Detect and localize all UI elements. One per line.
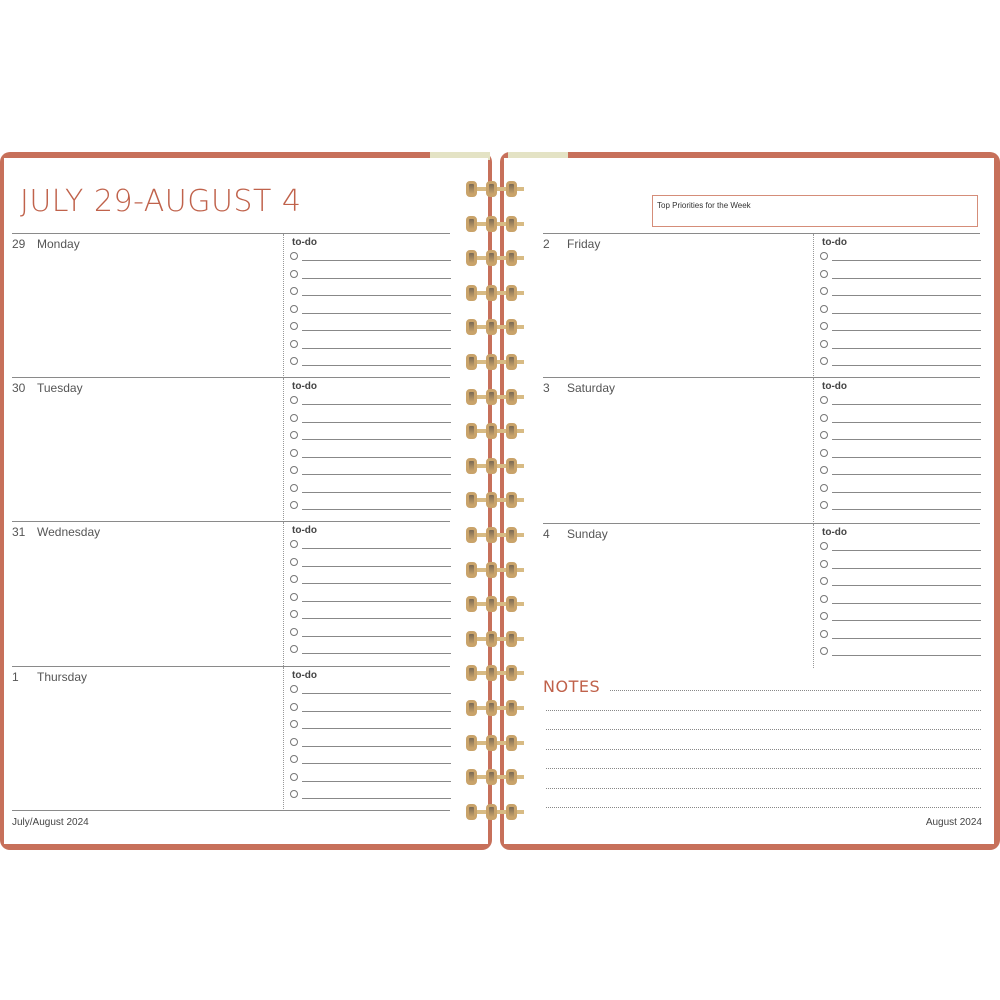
todo-item[interactable] bbox=[820, 285, 981, 297]
day-name: Saturday bbox=[567, 381, 616, 395]
checkbox-circle-icon[interactable] bbox=[820, 647, 828, 655]
spiral-coil bbox=[466, 354, 530, 372]
day-number: 1 bbox=[12, 670, 19, 684]
todo-item[interactable] bbox=[820, 429, 981, 441]
checkbox-circle-icon[interactable] bbox=[820, 466, 828, 474]
day-name: Tuesday bbox=[37, 381, 83, 395]
checkbox-circle-icon[interactable] bbox=[820, 414, 828, 422]
todo-write-line[interactable] bbox=[302, 492, 451, 493]
todo-item[interactable] bbox=[290, 447, 451, 459]
checkbox-circle-icon[interactable] bbox=[290, 593, 298, 601]
checkbox-circle-icon[interactable] bbox=[820, 287, 828, 295]
todo-item[interactable] bbox=[820, 394, 981, 406]
todo-write-line[interactable] bbox=[302, 439, 451, 440]
todo-item[interactable] bbox=[290, 338, 451, 350]
todo-item[interactable] bbox=[290, 482, 451, 494]
checkbox-circle-icon[interactable] bbox=[290, 790, 298, 798]
todo-write-line[interactable] bbox=[302, 278, 451, 279]
checkbox-circle-icon[interactable] bbox=[290, 431, 298, 439]
todo-write-line[interactable] bbox=[302, 618, 451, 619]
todo-label: to-do bbox=[292, 237, 317, 248]
todo-item[interactable] bbox=[290, 429, 451, 441]
todo-write-line[interactable] bbox=[832, 603, 981, 604]
checkbox-circle-icon[interactable] bbox=[290, 628, 298, 636]
checkbox-circle-icon[interactable] bbox=[290, 396, 298, 404]
spiral-coil bbox=[466, 735, 530, 753]
todo-item[interactable] bbox=[820, 412, 981, 424]
checkbox-circle-icon[interactable] bbox=[290, 610, 298, 618]
todo-item[interactable] bbox=[290, 303, 451, 315]
todo-item[interactable] bbox=[290, 320, 451, 332]
day-block bbox=[543, 523, 980, 668]
todo-write-line[interactable] bbox=[832, 585, 981, 586]
todo-item[interactable] bbox=[820, 447, 981, 459]
todo-item[interactable] bbox=[820, 628, 981, 640]
checkbox-circle-icon[interactable] bbox=[820, 630, 828, 638]
day-name: Thursday bbox=[37, 670, 88, 684]
spiral-coil bbox=[466, 389, 530, 407]
todo-write-line[interactable] bbox=[302, 260, 451, 261]
spiral-coil bbox=[466, 423, 530, 441]
week-title: JULY 29-AUGUST 4 bbox=[20, 184, 302, 219]
todo-write-line[interactable] bbox=[302, 457, 451, 458]
checkbox-circle-icon[interactable] bbox=[290, 270, 298, 278]
checkbox-circle-icon[interactable] bbox=[820, 396, 828, 404]
checkbox-circle-icon[interactable] bbox=[290, 357, 298, 365]
todo-item[interactable] bbox=[290, 250, 451, 262]
todo-list bbox=[813, 234, 981, 378]
day-name: Friday bbox=[567, 237, 601, 251]
checkbox-circle-icon[interactable] bbox=[820, 449, 828, 457]
todo-item[interactable] bbox=[290, 788, 451, 800]
todo-write-line[interactable] bbox=[302, 422, 451, 423]
checkbox-circle-icon[interactable] bbox=[290, 305, 298, 313]
todo-write-line[interactable] bbox=[832, 365, 981, 366]
todo-write-line[interactable] bbox=[302, 566, 451, 567]
spiral-coil bbox=[466, 319, 530, 337]
todo-item[interactable] bbox=[290, 355, 451, 367]
todo-write-line[interactable] bbox=[302, 509, 451, 510]
left-page-bottom-rule bbox=[12, 810, 450, 811]
spiral-coil bbox=[466, 250, 530, 268]
top-priorities-label: Top Priorities for the Week bbox=[657, 201, 751, 210]
todo-write-line[interactable] bbox=[832, 439, 981, 440]
day-name: Monday bbox=[37, 237, 80, 251]
todo-item[interactable] bbox=[820, 645, 981, 657]
notes-line[interactable] bbox=[610, 690, 981, 691]
checkbox-circle-icon[interactable] bbox=[290, 252, 298, 260]
checkbox-circle-icon[interactable] bbox=[820, 305, 828, 313]
todo-write-line[interactable] bbox=[302, 798, 451, 799]
todo-item[interactable] bbox=[290, 626, 451, 638]
checkbox-circle-icon[interactable] bbox=[290, 340, 298, 348]
spiral-coil bbox=[466, 631, 530, 649]
notes-line[interactable] bbox=[546, 788, 981, 789]
checkbox-circle-icon[interactable] bbox=[290, 720, 298, 728]
day-number: 3 bbox=[543, 381, 550, 395]
todo-write-line[interactable] bbox=[832, 568, 981, 569]
notes-line[interactable] bbox=[546, 807, 981, 808]
todo-item[interactable] bbox=[820, 575, 981, 587]
day-name: Sunday bbox=[567, 527, 608, 541]
todo-item[interactable] bbox=[290, 464, 451, 476]
checkbox-circle-icon[interactable] bbox=[290, 738, 298, 746]
footer-right: August 2024 bbox=[925, 817, 982, 828]
todo-item[interactable] bbox=[290, 683, 451, 695]
todo-write-line[interactable] bbox=[302, 781, 451, 782]
todo-write-line[interactable] bbox=[302, 653, 451, 654]
checkbox-circle-icon[interactable] bbox=[290, 322, 298, 330]
todo-write-line[interactable] bbox=[832, 422, 981, 423]
checkbox-circle-icon[interactable] bbox=[820, 357, 828, 365]
todo-item[interactable] bbox=[820, 610, 981, 622]
checkbox-circle-icon[interactable] bbox=[820, 322, 828, 330]
todo-list bbox=[813, 524, 981, 668]
checkbox-circle-icon[interactable] bbox=[820, 484, 828, 492]
todo-list bbox=[283, 667, 451, 811]
todo-write-line[interactable] bbox=[302, 601, 451, 602]
checkbox-circle-icon[interactable] bbox=[820, 595, 828, 603]
todo-write-line[interactable] bbox=[832, 620, 981, 621]
day-number: 31 bbox=[12, 525, 26, 539]
checkbox-circle-icon[interactable] bbox=[820, 612, 828, 620]
todo-item[interactable] bbox=[290, 718, 451, 730]
todo-item[interactable] bbox=[290, 701, 451, 713]
todo-write-line[interactable] bbox=[302, 330, 451, 331]
todo-item[interactable] bbox=[820, 482, 981, 494]
todo-item[interactable] bbox=[290, 736, 451, 748]
todo-write-line[interactable] bbox=[302, 348, 451, 349]
todo-item[interactable] bbox=[820, 499, 981, 511]
todo-item[interactable] bbox=[290, 556, 451, 568]
spiral-coil bbox=[466, 804, 530, 822]
checkbox-circle-icon[interactable] bbox=[290, 540, 298, 548]
todo-list bbox=[283, 522, 451, 666]
todo-item[interactable] bbox=[290, 591, 451, 603]
checkbox-circle-icon[interactable] bbox=[290, 645, 298, 653]
checkbox-circle-icon[interactable] bbox=[820, 501, 828, 509]
todo-write-line[interactable] bbox=[832, 492, 981, 493]
todo-item[interactable] bbox=[820, 303, 981, 315]
checkbox-circle-icon[interactable] bbox=[820, 542, 828, 550]
todo-item[interactable] bbox=[820, 540, 981, 552]
todo-write-line[interactable] bbox=[832, 509, 981, 510]
checkbox-circle-icon[interactable] bbox=[290, 287, 298, 295]
todo-write-line[interactable] bbox=[832, 457, 981, 458]
todo-list bbox=[283, 234, 451, 378]
spiral-coil bbox=[466, 665, 530, 683]
todo-label: to-do bbox=[822, 381, 847, 392]
day-block bbox=[543, 233, 980, 378]
top-priorities-box[interactable] bbox=[652, 195, 978, 227]
todo-item[interactable] bbox=[820, 338, 981, 350]
todo-list bbox=[283, 378, 451, 522]
todo-item[interactable] bbox=[820, 558, 981, 570]
spiral-coil bbox=[466, 492, 530, 510]
spiral-coil bbox=[466, 700, 530, 718]
notes-line[interactable] bbox=[546, 768, 981, 769]
todo-label: to-do bbox=[292, 670, 317, 681]
todo-write-line[interactable] bbox=[832, 295, 981, 296]
todo-write-line[interactable] bbox=[832, 278, 981, 279]
todo-write-line[interactable] bbox=[832, 348, 981, 349]
checkbox-circle-icon[interactable] bbox=[820, 431, 828, 439]
checkbox-circle-icon[interactable] bbox=[290, 466, 298, 474]
todo-item[interactable] bbox=[290, 499, 451, 511]
day-block bbox=[12, 233, 450, 378]
todo-label: to-do bbox=[822, 527, 847, 538]
spiral-coil bbox=[466, 527, 530, 545]
spiral-coil bbox=[466, 216, 530, 234]
todo-item[interactable] bbox=[290, 285, 451, 297]
spiral-coil bbox=[466, 458, 530, 476]
notes-title: NOTES bbox=[543, 677, 601, 696]
todo-item[interactable] bbox=[820, 593, 981, 605]
todo-write-line[interactable] bbox=[302, 711, 451, 712]
todo-write-line[interactable] bbox=[832, 404, 981, 405]
todo-item[interactable] bbox=[290, 268, 451, 280]
day-block bbox=[12, 666, 450, 811]
todo-item[interactable] bbox=[290, 573, 451, 585]
checkbox-circle-icon[interactable] bbox=[820, 252, 828, 260]
notes-line[interactable] bbox=[546, 710, 981, 711]
todo-write-line[interactable] bbox=[832, 313, 981, 314]
spiral-coil bbox=[466, 562, 530, 580]
todo-item[interactable] bbox=[290, 394, 451, 406]
day-block bbox=[12, 521, 450, 666]
todo-item[interactable] bbox=[290, 538, 451, 550]
checkbox-circle-icon[interactable] bbox=[290, 575, 298, 583]
checkbox-circle-icon[interactable] bbox=[290, 703, 298, 711]
todo-write-line[interactable] bbox=[302, 746, 451, 747]
todo-item[interactable] bbox=[290, 753, 451, 765]
todo-write-line[interactable] bbox=[832, 330, 981, 331]
checkbox-circle-icon[interactable] bbox=[290, 414, 298, 422]
checkbox-circle-icon[interactable] bbox=[290, 558, 298, 566]
todo-item[interactable] bbox=[820, 268, 981, 280]
todo-item[interactable] bbox=[290, 608, 451, 620]
checkbox-circle-icon[interactable] bbox=[290, 773, 298, 781]
todo-write-line[interactable] bbox=[302, 693, 451, 694]
todo-item[interactable] bbox=[820, 320, 981, 332]
day-block bbox=[12, 377, 450, 522]
todo-write-line[interactable] bbox=[302, 636, 451, 637]
checkbox-circle-icon[interactable] bbox=[290, 484, 298, 492]
checkbox-circle-icon[interactable] bbox=[290, 501, 298, 509]
day-name: Wednesday bbox=[37, 525, 101, 539]
todo-list bbox=[813, 378, 981, 522]
todo-label: to-do bbox=[822, 237, 847, 248]
notes-line[interactable] bbox=[546, 729, 981, 730]
todo-item[interactable] bbox=[820, 355, 981, 367]
checkbox-circle-icon[interactable] bbox=[820, 340, 828, 348]
checkbox-circle-icon[interactable] bbox=[820, 577, 828, 585]
todo-write-line[interactable] bbox=[832, 550, 981, 551]
footer-left: July/August 2024 bbox=[12, 817, 89, 828]
day-number: 29 bbox=[12, 237, 26, 251]
todo-label: to-do bbox=[292, 525, 317, 536]
spiral-coil bbox=[466, 181, 530, 199]
todo-item[interactable] bbox=[290, 412, 451, 424]
day-block bbox=[543, 377, 980, 522]
todo-write-line[interactable] bbox=[832, 474, 981, 475]
day-number: 2 bbox=[543, 237, 550, 251]
checkbox-circle-icon[interactable] bbox=[820, 270, 828, 278]
checkbox-circle-icon[interactable] bbox=[290, 449, 298, 457]
day-number: 4 bbox=[543, 527, 550, 541]
todo-item[interactable] bbox=[290, 771, 451, 783]
todo-item[interactable] bbox=[290, 643, 451, 655]
spiral-coil bbox=[466, 596, 530, 614]
todo-write-line[interactable] bbox=[302, 295, 451, 296]
todo-write-line[interactable] bbox=[302, 763, 451, 764]
todo-label: to-do bbox=[292, 381, 317, 392]
todo-write-line[interactable] bbox=[832, 638, 981, 639]
day-number: 30 bbox=[12, 381, 26, 395]
todo-item[interactable] bbox=[820, 464, 981, 476]
todo-item[interactable] bbox=[820, 250, 981, 262]
checkbox-circle-icon[interactable] bbox=[290, 755, 298, 763]
todo-write-line[interactable] bbox=[302, 404, 451, 405]
todo-write-line[interactable] bbox=[302, 313, 451, 314]
checkbox-circle-icon[interactable] bbox=[290, 685, 298, 693]
todo-write-line[interactable] bbox=[302, 583, 451, 584]
todo-write-line[interactable] bbox=[302, 548, 451, 549]
todo-write-line[interactable] bbox=[302, 728, 451, 729]
spiral-coil bbox=[466, 769, 530, 787]
todo-write-line[interactable] bbox=[832, 655, 981, 656]
todo-write-line[interactable] bbox=[302, 365, 451, 366]
todo-write-line[interactable] bbox=[302, 474, 451, 475]
checkbox-circle-icon[interactable] bbox=[820, 560, 828, 568]
spiral-coil bbox=[466, 285, 530, 303]
todo-write-line[interactable] bbox=[832, 260, 981, 261]
notes-line[interactable] bbox=[546, 749, 981, 750]
